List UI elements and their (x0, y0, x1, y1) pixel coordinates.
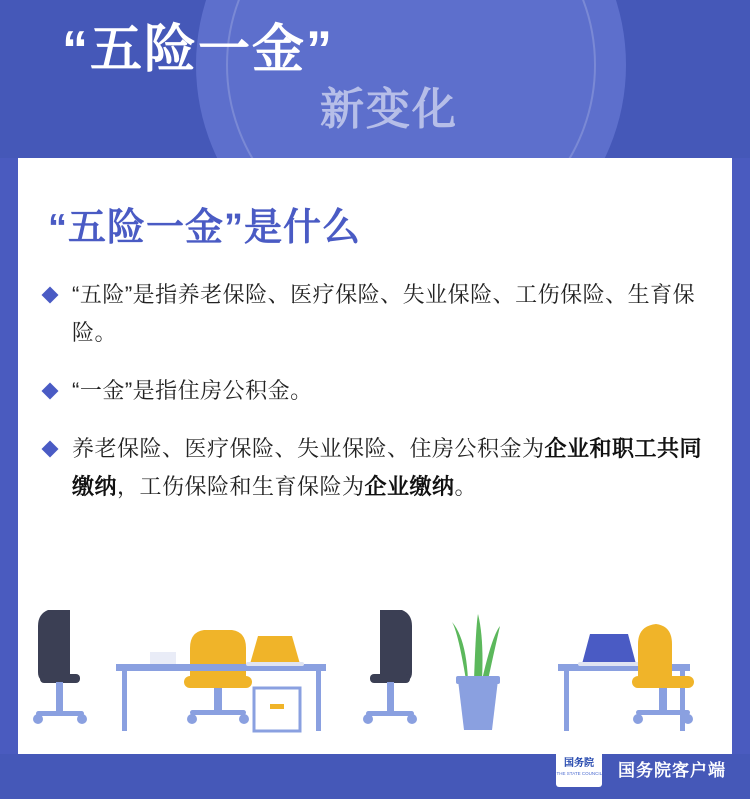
badge-subtitle: THE STATE COUNCIL (556, 771, 602, 777)
bullet-part-plain: 。 (454, 474, 478, 499)
potted-plant (452, 614, 500, 730)
bullet-text: “一金”是指住房公积金。 (72, 378, 313, 403)
footer-label: 国务院客户端 (618, 761, 726, 780)
state-council-logo (556, 749, 602, 787)
diamond-bullet-icon (42, 441, 59, 458)
office-chair-dark-right (363, 610, 417, 724)
section-title: “五险一金”是什么 (48, 207, 362, 249)
bullet-part-bold: 企业缴纳 (364, 474, 455, 499)
bullet-text: “五险”是指养老保险、医疗保险、失业保险、工伤保险、生育保险。 (72, 282, 696, 345)
diamond-bullet-icon (42, 287, 59, 304)
office-illustration (18, 578, 732, 754)
office-chair-dark-left (33, 610, 87, 724)
office-chair-yellow (184, 630, 252, 724)
bullet-part-plain: 养老保险、医疗保险、失业保险、住房公积金为 (72, 436, 545, 461)
header-banner (0, 0, 750, 158)
bullet-part-bold: 企业和职工共同缴纳 (72, 436, 703, 499)
diamond-bullet-icon (42, 383, 59, 400)
bullet-part-plain: ，工伤保险和生育保险为 (117, 474, 365, 499)
badge-title: 国务院 (564, 758, 594, 769)
list-item (44, 276, 704, 352)
list-item (44, 372, 704, 410)
list-item (44, 430, 704, 506)
content-card (18, 158, 732, 754)
footer-bar (0, 754, 750, 799)
header-title: “五险一金” (62, 21, 335, 79)
bullet-list (44, 276, 704, 526)
header-subtitle: 新变化 (320, 85, 458, 134)
bullet-text-rich (72, 430, 704, 506)
